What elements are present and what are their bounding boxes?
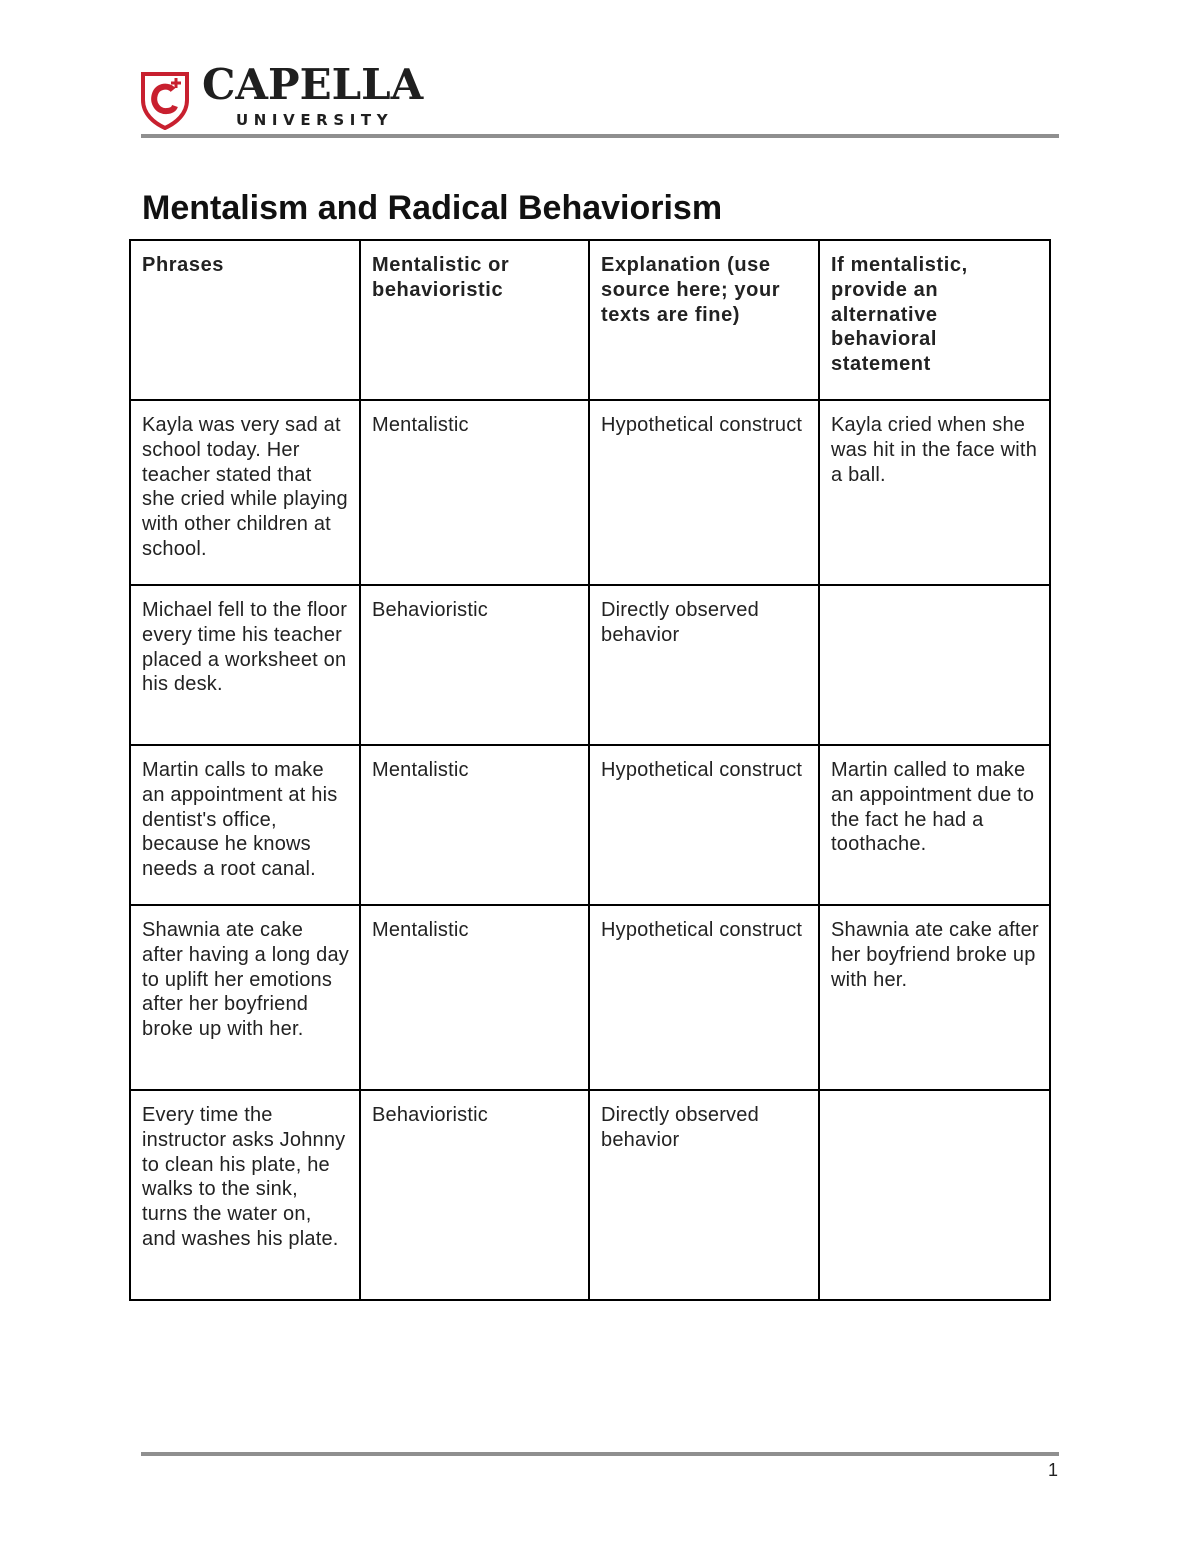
- alternative-cell: Kayla cried when she was hit in the face with a ball.: [819, 400, 1050, 585]
- header-explanation: Explanation (use source here; your texts are fine): [589, 240, 819, 400]
- table-row: [130, 585, 1050, 745]
- alternative-cell: [819, 585, 1050, 745]
- phrase-cell: Martin calls to make an appointment at his dentist's office, because he knows needs a root canal.: [130, 745, 360, 905]
- classification-cell: Mentalistic: [360, 905, 589, 1090]
- capella-shield-icon: [140, 70, 190, 130]
- logo-subword: UNIVERSITY: [236, 111, 394, 129]
- phrase-cell: Kayla was very sad at school today. Her teacher stated that she cried while playing with other children at school.: [130, 400, 360, 585]
- table-row: [130, 1090, 1050, 1300]
- table-row: [130, 400, 1050, 585]
- explanation-cell: Hypothetical construct: [589, 905, 819, 1090]
- explanation-cell: Hypothetical construct: [589, 745, 819, 905]
- explanation-cell: Directly observed behavior: [589, 1090, 819, 1300]
- page-number: 1: [1048, 1460, 1059, 1480]
- phrase-cell: Shawnia ate cake after having a long day to uplift her emotions after her boyfriend broke up with her.: [130, 905, 360, 1090]
- table-row: [130, 905, 1050, 1090]
- table-header-row: [130, 240, 1050, 400]
- header-alternative: If mentalistic, provide an alternative behavioral statement: [819, 240, 1050, 400]
- classification-cell: Behavioristic: [360, 1090, 589, 1300]
- document-title: Mentalism and Radical Behaviorism: [142, 189, 723, 227]
- phrases-table: [129, 239, 1051, 1301]
- phrases-table-container: [129, 239, 1049, 1301]
- logo-wordmark: CAPELLA: [202, 60, 424, 109]
- header-phrases: Phrases: [130, 240, 360, 400]
- classification-cell: Mentalistic: [360, 400, 589, 585]
- explanation-cell: Directly observed behavior: [589, 585, 819, 745]
- alternative-cell: [819, 1090, 1050, 1300]
- phrase-cell: Every time the instructor asks Johnny to clean his plate, he walks to the sink, turns the water on, and washes his plate.: [130, 1090, 360, 1300]
- alternative-cell: Shawnia ate cake after her boyfriend broke up with her.: [819, 905, 1050, 1090]
- phrase-cell: Michael fell to the floor every time his teacher placed a worksheet on his desk.: [130, 585, 360, 745]
- footer-divider: [141, 1452, 1059, 1456]
- explanation-cell: Hypothetical construct: [589, 400, 819, 585]
- capella-logo: [140, 60, 430, 132]
- header-classification: Mentalistic or behavioristic: [360, 240, 589, 400]
- classification-cell: Behavioristic: [360, 585, 589, 745]
- alternative-cell: Martin called to make an appointment due to the fact he had a toothache.: [819, 745, 1050, 905]
- classification-cell: Mentalistic: [360, 745, 589, 905]
- table-row: [130, 745, 1050, 905]
- header-divider: [141, 134, 1059, 138]
